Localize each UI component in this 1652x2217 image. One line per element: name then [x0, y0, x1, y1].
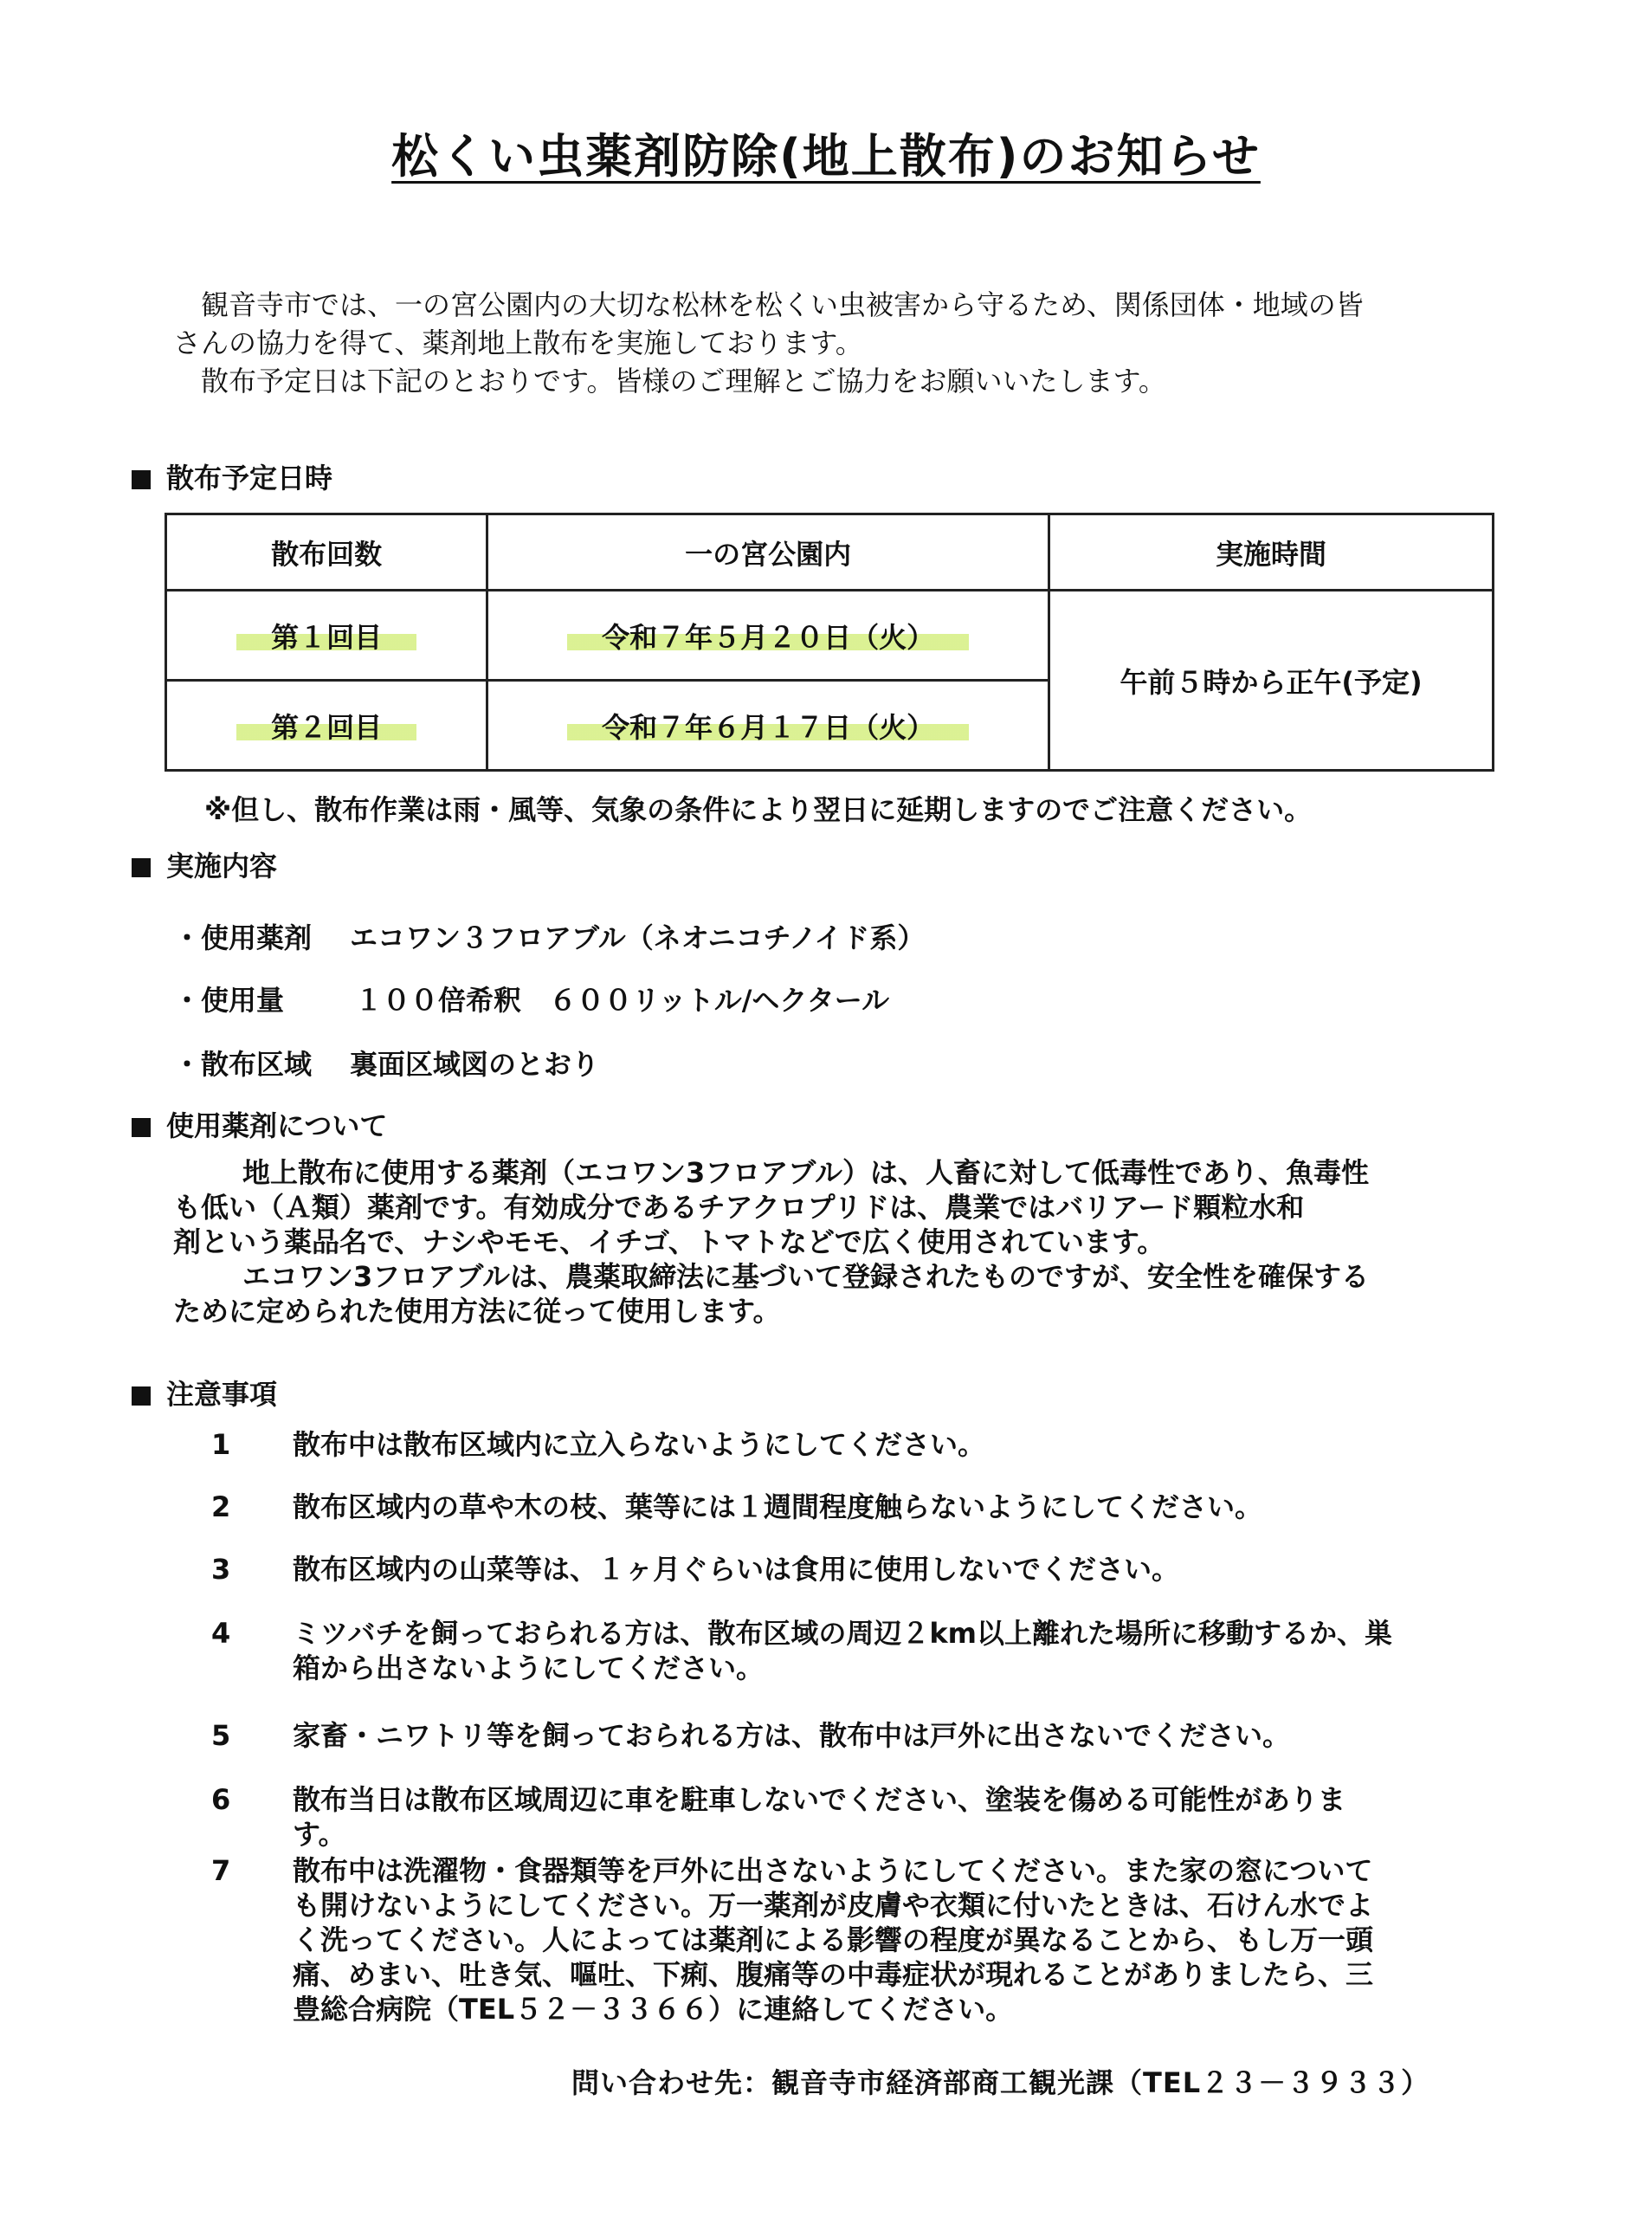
- chemical-paragraph: [173, 1155, 1524, 1328]
- chemical-line: も低い（Ａ類）薬剤です。有効成分であるチアクロプリドは、農業ではバリアード顆粒水和: [173, 1191, 1305, 1224]
- table-header: 実施時間: [1049, 514, 1494, 591]
- section-heading-schedule: 散布予定日時: [132, 459, 332, 497]
- schedule-note: ※但し、散布作業は雨・風等、気象の条件により翌日に延期しますのでご注意ください。: [204, 793, 1313, 826]
- content-item-area: ・散布区域 裏面区域図のとおり: [173, 1048, 600, 1081]
- table-header: 一の宮公園内: [487, 514, 1049, 591]
- document-title: 松くい虫薬剤防除(地上散布)のお知らせ: [391, 129, 1261, 184]
- time-cell: 午前５時から正午(予定): [1049, 591, 1494, 771]
- chemical-line: 地上散布に使用する薬剤（エコワン3フロアブル）は、人畜に対して低毒性であり、魚毒性: [242, 1156, 1369, 1189]
- chemical-line: 剤という薬品名で、ナシやモモ、イチゴ、トマトなどで広く使用されています。: [173, 1225, 1165, 1258]
- intro-line: 散布予定日は下記のとおりです。皆様のご理解とご協力をお願いいたします。: [201, 365, 1166, 398]
- intro-line: 観音寺市では、一の宮公園内の大切な松林を松くい虫被害から守るため、関係団体・地域の皆: [201, 288, 1364, 321]
- square-bullet-icon: [132, 1386, 151, 1406]
- content-item-chemical: ・使用薬剤 エコワン３フロアブル（ネオニコチノイド系）: [173, 921, 926, 954]
- square-bullet-icon: [132, 858, 151, 877]
- intro-paragraph: [173, 286, 1489, 400]
- section-heading-cautions: 注意事項: [132, 1375, 277, 1413]
- round-cell: 第１回目: [166, 591, 487, 681]
- section-heading-chemical: 使用薬剤について: [132, 1107, 387, 1145]
- round-cell: 第２回目: [166, 681, 487, 771]
- square-bullet-icon: [132, 470, 151, 489]
- intro-line: さんの協力を得て、薬剤地上散布を実施しております。: [173, 326, 863, 359]
- table-header: 散布回数: [166, 514, 487, 591]
- content-item-amount: ・使用量 １００倍希釈 ６００リットル/ヘクタール: [173, 984, 890, 1017]
- section-heading-content: 実施内容: [132, 847, 277, 885]
- chemical-line: ために定められた使用方法に従って使用します。: [173, 1295, 781, 1328]
- date-cell: 令和７年５月２０日（火）: [487, 591, 1049, 681]
- chemical-line: エコワン3フロアブルは、農薬取締法に基づいて登録されたものですが、安全性を確保する: [242, 1260, 1369, 1293]
- date-cell: 令和７年６月１７日（火）: [487, 681, 1049, 771]
- notice-page: 松くい虫薬剤防除(地上散布)のお知らせ 観音寺市では、一の宮公園内の大切な松林を松くい虫被害から守るため、関係団体・地域の皆 さんの協力を得て、薬剤地上散布を実施しております。 散布予定日は下記のとおりです。皆様のご理解とご協力をお願いいたします。 散布予定日時 散布回数 一の宮公園内 実施時間 第１回目 令和７年５月２０日（火） 午前５時から正午(予定) 第２回目 令和７年６月１７日（火） ※但し、散布作業は雨・風等、気象の条件により翌日に延期しますのでご注意ください。 実施内容 ・使用薬剤 エコワン３フロアブル（ネオニコチノイド系） ・使用量 １００倍希釈 ６００リットル/ヘクタール ・散布区域 裏面区域図のとおり 使用薬剤について 地上散布に使用する薬剤（エコワン3フロアブル）は、人畜に対して低毒性であり、魚毒性 も低い（Ａ類）薬剤です。有効成分であるチアクロプリドは、農業ではバリアード顆粒水和 剤という薬品名で、ナシやモモ、イチゴ、トマトなどで広く使用されています。 エコワン3フロアブルは、農薬取締法に基づいて登録されたものですが、安全性を確保する ために定められた使用方法に従って使用します。 注意事項 1 散布中は散布区域内に立入らないようにしてください。 2 散布区域内の草や木の枝、葉等には１週間程度触らないようにしてください。 3 散布区域内の山菜等は、１ヶ月ぐらいは食用に使用しないでください。 4 ミツバチを飼っておられる方は、散布区域の周辺２km以上離れた場所に移動するか、巣 箱から出さないようにしてください。 5 家畜・ニワトリ等を飼っておられる方は、散布中は戸外に出さないでください。 6 散布当日は散布区域周辺に車を駐車しないでください、塗装を傷める可能性がありま す。 7 散布中は洗濯物・食器類等を戸外に出さないようにしてください。また家の窓について も開けないようにしてください。万一薬剤が皮膚や衣類に付いたときは、石けん水でよ く洗ってください。人によっては薬剤による影響の程度が異なることから、もし万一頭 痛、めまい、吐き気、嘔吐、下痢、腹痛等の中毒症状が現れることがありましたら、三 豊総合病院（TEL５２－３３６６）に連絡してください。 問い合わせ先：観音寺市経済部商工観光課（TEL２３－３９３３）: [0, 0, 1652, 2217]
- square-bullet-icon: [132, 1118, 151, 1137]
- contact-info: 問い合わせ先：観音寺市経済部商工観光課（TEL２３－３９３３）: [571, 2066, 1430, 2099]
- schedule-table: [165, 513, 1494, 772]
